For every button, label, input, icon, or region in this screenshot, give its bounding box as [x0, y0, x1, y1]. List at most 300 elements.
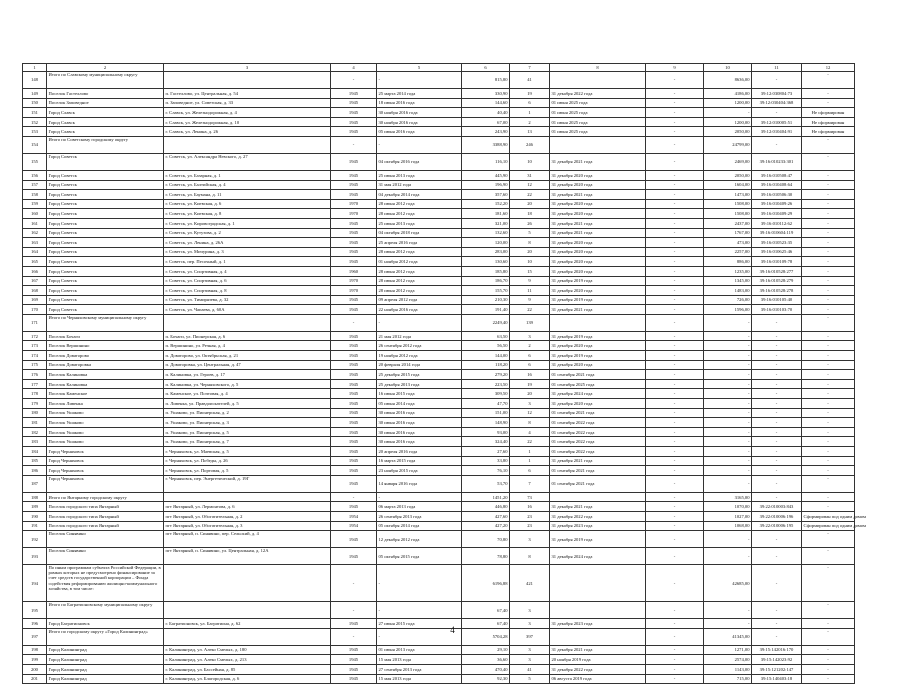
table-cell: - [646, 190, 704, 200]
subtotal-row [23, 314, 855, 331]
table-cell: 47,70 [462, 399, 510, 409]
table-cell: 144,00 [462, 351, 510, 361]
table-cell: г. Славск, ул. Ленина, д. 26 [164, 127, 331, 137]
table-cell: 8 [510, 418, 550, 428]
table-cell: 1945 [331, 655, 377, 665]
table-cell: 39:22:010006:196 [752, 511, 802, 521]
table-cell: 182 [23, 427, 47, 437]
table-cell: 31 декабря 2021 года [550, 456, 646, 466]
table-cell: 1 [510, 456, 550, 466]
table-row [23, 127, 855, 137]
table-cell: 201 [23, 674, 47, 684]
table-cell: г. Советск, ул. Тимирязева, д. 32 [164, 295, 331, 305]
table-cell: Город Черняховск [47, 475, 164, 492]
table-cell: 177 [23, 379, 47, 389]
table-cell: - [704, 389, 752, 399]
table-cell: 1954 [331, 521, 377, 531]
table-row [23, 341, 855, 351]
table-cell: - [802, 602, 855, 619]
table-cell: 1945 [331, 170, 377, 180]
table-cell: г. Славск, ул. Железнодорожная, д. 10 [164, 117, 331, 127]
table-cell: 1767,00 [704, 228, 752, 238]
table-cell: 23 [510, 511, 550, 521]
table-cell: - [704, 418, 752, 428]
table-row [23, 295, 855, 305]
table-cell: Город Советск [47, 170, 164, 180]
table-cell: 01 сентября 2021 года [550, 466, 646, 476]
table-cell: 31 декабря 2021 года [550, 305, 646, 315]
table-cell: 39:16:010103:70 [752, 305, 802, 315]
table-cell: 39:16:010112:62 [752, 218, 802, 228]
table-cell: - [331, 314, 377, 331]
table-cell: - [646, 664, 704, 674]
table-cell: 164 [23, 247, 47, 257]
table-cell: 31 декабря 2020 года [550, 170, 646, 180]
table-cell: 2 [510, 341, 550, 351]
table-cell: 01 июня 2025 года [550, 127, 646, 137]
table-cell: 22 [510, 437, 550, 447]
table-cell: 188 [23, 492, 47, 502]
table-cell: п. Заповедное, ул. Советская, д. 33 [164, 98, 331, 108]
table-cell: Итого по Советскому городскому округу [47, 136, 164, 153]
table-cell: п. Доваторовка, ул. Центральная, д. 47 [164, 360, 331, 370]
table-cell: - [752, 565, 802, 602]
table-cell: Город Советск [47, 286, 164, 296]
table-cell: 8 [510, 548, 550, 565]
table-cell: - [802, 427, 855, 437]
table-cell: - [704, 466, 752, 476]
table-row [23, 389, 855, 399]
table-cell: г. Черняховск, ул. Победы, д. 26 [164, 456, 331, 466]
table-cell: 1508,00 [704, 209, 752, 219]
table-cell: - [752, 360, 802, 370]
table-cell: 25 июня 2013 года [377, 170, 462, 180]
table-cell: 7 [510, 475, 550, 492]
table-cell: 31 декабря 2022 года [550, 511, 646, 521]
column-number: 11 [752, 64, 802, 72]
table-row [23, 247, 855, 257]
table-cell: Город Советск [47, 238, 164, 248]
table-cell: 180 [23, 408, 47, 418]
table-cell: 5 [510, 228, 550, 238]
table-cell: 25 марта 2014 года [377, 89, 462, 99]
table-cell: - [802, 72, 855, 89]
table-cell: 167 [23, 276, 47, 286]
table-cell: 33,80 [462, 456, 510, 466]
table-cell: 6 [510, 360, 550, 370]
table-cell: 26 сентября 2013 года [377, 511, 462, 521]
table-cell: - [802, 565, 855, 602]
table-cell: - [331, 492, 377, 502]
table-cell: 144,60 [462, 98, 510, 108]
subtotal-row [23, 72, 855, 89]
table-cell: - [802, 170, 855, 180]
table-cell: - [802, 89, 855, 99]
table-row [23, 351, 855, 361]
table-cell: - [646, 379, 704, 389]
table-cell: - [752, 619, 802, 629]
table-cell: 175 [23, 360, 47, 370]
table-cell: - [802, 645, 855, 655]
table-cell: 01 сентября 2022 года [550, 437, 646, 447]
table-cell: 152,20 [462, 199, 510, 209]
table-cell: 27,60 [462, 447, 510, 457]
table-cell: г. Советск, ул. Мичурина, д. 3 [164, 247, 331, 257]
table-cell: - [704, 379, 752, 389]
table-cell: Не сформирован [802, 108, 855, 118]
table-cell: 1945 [331, 645, 377, 655]
table-cell: 2249,40 [462, 314, 510, 331]
table-cell: 8636,00 [704, 72, 752, 89]
table-cell: 20 апреля 2016 года [377, 447, 462, 457]
table-cell: 31 декабря 2019 года [550, 295, 646, 305]
table-cell: 148 [23, 72, 47, 89]
table-cell: 189 [23, 502, 47, 512]
table-cell: 1945 [331, 341, 377, 351]
table-cell: 194 [23, 565, 47, 602]
table-cell: 3165,00 [704, 492, 752, 502]
table-cell: 22 [510, 305, 550, 315]
table-cell: Не сформирован [802, 127, 855, 137]
table-cell: 1945 [331, 190, 377, 200]
table-cell: 183 [23, 437, 47, 447]
table-cell: Поселок Ливенка [47, 399, 164, 409]
table-cell: г. Советск, пер. Песочный, д. 1 [164, 257, 331, 267]
table-cell: - [802, 408, 855, 418]
table-cell: - [331, 136, 377, 153]
table-cell: 24799,00 [704, 136, 752, 153]
table-cell: - [377, 565, 462, 602]
table-cell: - [704, 447, 752, 457]
table-cell: 1945 [331, 218, 377, 228]
table-cell: 1070,00 [704, 502, 752, 512]
table-cell: - [802, 266, 855, 276]
table-cell: 330,90 [462, 89, 510, 99]
table-cell: 198 [23, 645, 47, 655]
table-cell: - [752, 389, 802, 399]
table-row [23, 117, 855, 127]
table-row [23, 257, 855, 267]
table-cell: 22 [510, 190, 550, 200]
table-cell: 1970 [331, 276, 377, 286]
table-cell: - [646, 475, 704, 492]
table-cell: - [646, 98, 704, 108]
table-cell: - [646, 180, 704, 190]
table-cell: 1945 [331, 127, 377, 137]
table-cell: 1604,00 [704, 180, 752, 190]
table-cell: 1945 [331, 619, 377, 629]
table-cell: - [646, 408, 704, 418]
table-cell: - [646, 521, 704, 531]
table-cell: - [802, 399, 855, 409]
table-cell: 195 [23, 602, 47, 619]
table-cell: - [752, 136, 802, 153]
table-cell: - [377, 314, 462, 331]
table-cell: Город Советск [47, 276, 164, 286]
table-cell: 01 сентября 2021 года [550, 475, 646, 492]
table-cell: - [704, 619, 752, 629]
table-cell: 5 [510, 674, 550, 684]
table-cell: г. Черняховск, ул. Портовая, д. 5 [164, 466, 331, 476]
table-cell: 25 декабря 2013 года [377, 379, 462, 389]
table-cell: пгт Янтарный, ул. Обогатительная, д. 3 [164, 521, 331, 531]
column-number: 1 [23, 64, 47, 72]
table-cell: 1 [510, 108, 550, 118]
table-cell: - [646, 645, 704, 655]
table-cell: 190 [23, 511, 47, 521]
table-cell: 42685,00 [704, 565, 752, 602]
table-cell: - [646, 218, 704, 228]
table-cell: Город Славск [47, 108, 164, 118]
table-cell: 15 [510, 266, 550, 276]
table-cell [164, 314, 331, 331]
table-row [23, 266, 855, 276]
table-cell: - [646, 170, 704, 180]
table-cell: - [802, 437, 855, 447]
table-cell: - [802, 341, 855, 351]
table-cell: 20 [510, 389, 550, 399]
table-cell: - [646, 548, 704, 565]
table-cell: 132,60 [462, 228, 510, 238]
table-cell: 31 декабря 2023 года [550, 521, 646, 531]
table-cell: 39:12:030404:368 [752, 98, 802, 108]
table-cell: - [802, 475, 855, 492]
table-cell: 78,80 [462, 548, 510, 565]
table-cell: 246 [510, 136, 550, 153]
table-cell: 187 [23, 475, 47, 492]
table-cell: 39:16:010528:277 [752, 266, 802, 276]
table-cell: 31 декабря 2020 года [550, 341, 646, 351]
table-cell: пгт Янтарный, ул. Лермонтова, д. 6 [164, 502, 331, 512]
table-cell: - [802, 98, 855, 108]
table-cell: 156 [23, 170, 47, 180]
table-cell: - [802, 209, 855, 219]
table-cell: 06 августа 2019 года [550, 674, 646, 684]
table-cell: 31 декабря 2019 года [550, 351, 646, 361]
table-cell: Итого по Багратионовскому муниципальному округу [47, 602, 164, 619]
table-cell: - [646, 399, 704, 409]
table-cell: г. Советск, ул. Александра Невского, д. 27 [164, 153, 331, 170]
table-cell: г. Советск, ул. Чапаева, д. 60А [164, 305, 331, 315]
table-cell: 3 [510, 655, 550, 665]
table-row [23, 98, 855, 108]
table-cell: Город Советск [47, 218, 164, 228]
table-cell: 148,90 [462, 418, 510, 428]
table-cell: - [802, 379, 855, 389]
table-cell: 309,50 [462, 389, 510, 399]
table-cell: 28 июня 2012 года [377, 199, 462, 209]
table-cell: 1473,00 [704, 190, 752, 200]
table-cell: Город Славск [47, 117, 164, 127]
table-cell: 1596,00 [704, 305, 752, 315]
table-cell: п. Ливенка, ул. Правдоискателей, д. 5 [164, 399, 331, 409]
table-cell: Не сформирован [802, 117, 855, 127]
table-cell: - [704, 399, 752, 409]
column-number-row [23, 64, 855, 72]
table-cell: 31 декабря 2020 года [550, 257, 646, 267]
table-cell: 397 [510, 628, 550, 645]
table-row [23, 664, 855, 674]
table-cell: 1143,00 [704, 664, 752, 674]
table-cell: Город Советск [47, 247, 164, 257]
table-row [23, 399, 855, 409]
table-cell: 93,00 [462, 427, 510, 437]
table-cell: 70,80 [462, 531, 510, 548]
table-cell: 76,10 [462, 466, 510, 476]
table-cell: - [646, 331, 704, 341]
table-cell: 427,60 [462, 511, 510, 521]
table-cell: 1970 [331, 209, 377, 219]
table-cell: 39:16:010409:29 [752, 209, 802, 219]
table-cell: - [752, 602, 802, 619]
table-cell: 04 декабря 2014 года [377, 190, 462, 200]
table-cell: 427,20 [462, 521, 510, 531]
table-cell: 16 [510, 502, 550, 512]
table-cell: 196,90 [462, 180, 510, 190]
table-cell: - [752, 548, 802, 565]
column-number: 3 [164, 64, 331, 72]
table-cell: - [752, 437, 802, 447]
table-row [23, 674, 855, 684]
table-row [23, 209, 855, 219]
table-cell: 470,40 [462, 664, 510, 674]
table-cell: - [802, 531, 855, 548]
table-cell: - [752, 341, 802, 351]
table-cell: - [802, 238, 855, 248]
table-cell: 6 [510, 466, 550, 476]
table-cell: 39:15:142016:170 [752, 645, 802, 655]
table-cell: - [704, 341, 752, 351]
table-cell: Город Советск [47, 153, 164, 170]
table-cell: 28 июня 2012 года [377, 209, 462, 219]
table-cell: 2050,00 [704, 127, 752, 137]
table-cell: 1960 [331, 266, 377, 276]
table-cell: Сформирован под одним домом [802, 521, 855, 531]
table-cell: - [704, 360, 752, 370]
table-cell: - [646, 502, 704, 512]
table-cell: 1945 [331, 257, 377, 267]
table-cell: 197 [23, 628, 47, 645]
table-cell: 1235,00 [704, 266, 752, 276]
table-cell: п. Каменское, ул. Почтовая, д. 4 [164, 389, 331, 399]
table-cell: г. Советск, ул. Кутузова, д. 2 [164, 228, 331, 238]
table-cell: 1945 [331, 351, 377, 361]
table-cell: 171 [23, 314, 47, 331]
table-cell: 151,00 [462, 408, 510, 418]
table-cell: - [646, 295, 704, 305]
table-cell: Город Черняховск [47, 447, 164, 457]
table-cell: г. Славск, ул. Железнодорожная, д. 4 [164, 108, 331, 118]
table-cell: - [377, 602, 462, 619]
table-cell: 31 декабря 2021 года [550, 228, 646, 238]
table-cell: - [802, 628, 855, 645]
table-cell: 1068,00 [704, 521, 752, 531]
table-row [23, 199, 855, 209]
table-cell: 1945 [331, 664, 377, 674]
table-cell: - [802, 276, 855, 286]
table-cell: 9 [510, 295, 550, 305]
table-cell: 1945 [331, 228, 377, 238]
table-cell: 1945 [331, 108, 377, 118]
table-cell: 324,40 [462, 437, 510, 447]
table-cell: 815,80 [462, 72, 510, 89]
table-cell: 1945 [331, 531, 377, 548]
table-cell: 5704,28 [462, 628, 510, 645]
table-cell: - [646, 228, 704, 238]
table-cell: 25 декабря 2015 года [377, 370, 462, 380]
table-cell: 01 сентября 2025 года [550, 379, 646, 389]
table-cell: Сформирован под одним домом [802, 511, 855, 521]
table-cell: 67,00 [462, 117, 510, 127]
table-cell: 31 декабря 2020 года [550, 199, 646, 209]
table-cell: - [752, 466, 802, 476]
column-number: 9 [646, 64, 704, 72]
table-cell: 886,00 [704, 257, 752, 267]
table-cell: г. Багратионовск, ул. Багратиона, д. 62 [164, 619, 331, 629]
table-cell: 31 декабря 2020 года [550, 286, 646, 296]
table-cell: Итого по городскому округу «Город Калининград» [47, 628, 164, 645]
table-cell: - [646, 565, 704, 602]
table-cell: - [646, 72, 704, 89]
table-cell: Поселок Синявино [47, 531, 164, 548]
table-cell: Город Калининград [47, 655, 164, 665]
table-cell: 1945 [331, 370, 377, 380]
table-cell: 179 [23, 399, 47, 409]
table-cell: г. Калининград, ул. Благородская, д. 6 [164, 674, 331, 684]
table-cell: Город Калининград [47, 645, 164, 655]
table-cell: 173 [23, 341, 47, 351]
table-cell: Город Советск [47, 257, 164, 267]
table-cell: 30 июня 2016 года [377, 408, 462, 418]
table-row [23, 418, 855, 428]
table-cell: 41 [510, 72, 550, 89]
table-cell: - [802, 466, 855, 476]
table-cell: 31 декабря 2024 года [550, 548, 646, 565]
table-cell: 1945 [331, 548, 377, 565]
table-cell: Город Черняховск [47, 456, 164, 466]
table-cell: - [377, 492, 462, 502]
table-cell: - [646, 418, 704, 428]
table-cell: 11 [510, 286, 550, 296]
table-row [23, 331, 855, 341]
table-cell: - [704, 331, 752, 341]
table-cell: 1945 [331, 180, 377, 190]
table-cell: 1451,20 [462, 492, 510, 502]
table-cell: 184 [23, 447, 47, 457]
table-cell: г. Советск, ул. Спортивная, д. 6 [164, 276, 331, 286]
table-cell: - [802, 548, 855, 565]
table-cell: Город Советск [47, 209, 164, 219]
table-cell: 01 июня 2013 года [377, 645, 462, 655]
table-cell: - [802, 295, 855, 305]
table-cell: Город Советск [47, 266, 164, 276]
table-cell: 1945 [331, 674, 377, 684]
table-cell: г. Советск, ул. Базарная, д. 1 [164, 170, 331, 180]
table-cell: 31 декабря 2020 года [550, 360, 646, 370]
table-row [23, 548, 855, 565]
table-cell: 53,70 [462, 475, 510, 492]
table-cell: - [646, 511, 704, 521]
table-cell: - [704, 531, 752, 548]
table-cell: 20 [510, 247, 550, 257]
table-cell: 39:16:010506:30 [752, 190, 802, 200]
table-cell: - [331, 628, 377, 645]
table-cell: 67,40 [462, 619, 510, 629]
table-cell: 18 [510, 209, 550, 219]
table-cell: Поселок Синявино [47, 548, 164, 565]
table-cell: 1945 [331, 117, 377, 127]
subtotal-row [23, 492, 855, 502]
